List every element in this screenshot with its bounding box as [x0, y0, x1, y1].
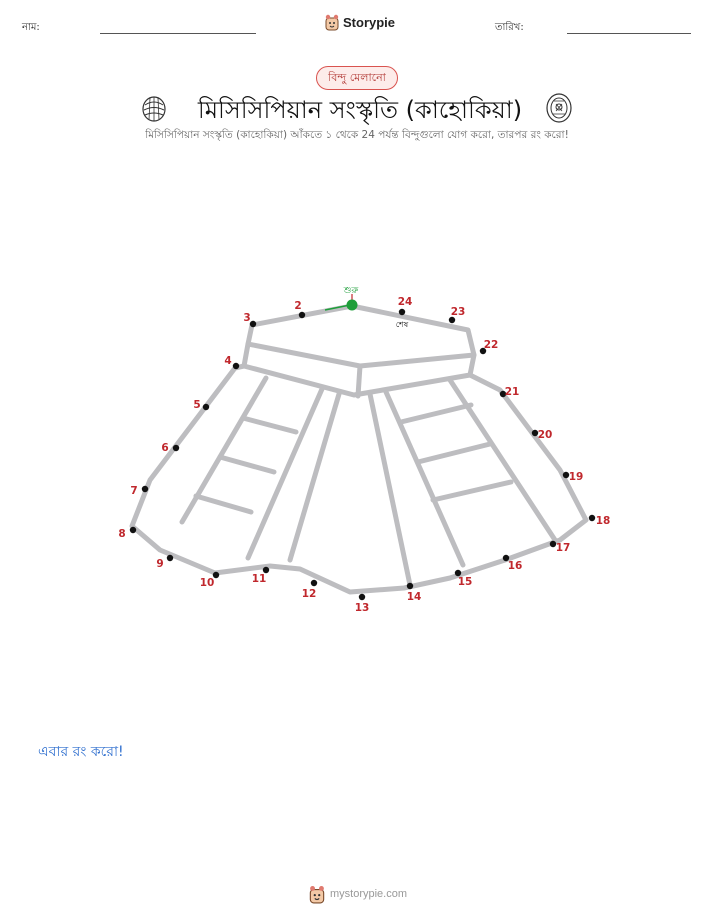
- dot-2: [299, 312, 305, 318]
- dot-number-19: 19: [568, 471, 584, 483]
- dot-7: [142, 486, 148, 492]
- pyramid-outline: [132, 306, 586, 592]
- page-title: মিসিসিপিয়ান সংস্কৃতি (কাহোকিয়া): [197, 96, 523, 124]
- storypie-mascot-icon: [308, 884, 326, 904]
- dot-number-5: 5: [193, 399, 201, 411]
- dot-8: [130, 527, 136, 533]
- dot-12: [311, 580, 317, 586]
- dot-14: [407, 583, 413, 589]
- dot-3: [250, 321, 256, 327]
- dot-number-12: 12: [301, 588, 317, 600]
- start-label: শুরু: [343, 286, 359, 296]
- dot-number-13: 13: [354, 602, 370, 614]
- start-marker: [325, 286, 359, 311]
- dot-number-6: 6: [161, 442, 169, 454]
- dot-4: [233, 363, 239, 369]
- dot-number-11: 11: [251, 573, 267, 585]
- end-label: শেষ: [395, 320, 409, 329]
- dot-number-23: 23: [450, 306, 466, 318]
- brand-name: Storypie: [343, 14, 396, 30]
- dot-13: [359, 594, 365, 600]
- dot-number-21: 21: [504, 386, 520, 398]
- dot-number-16: 16: [507, 560, 523, 572]
- dot-number-7: 7: [130, 485, 138, 497]
- dot-number-8: 8: [118, 528, 126, 540]
- dot-6: [173, 445, 179, 451]
- instructions: মিসিসিপিয়ান সংস্কৃতি (কাহোকিয়া) আঁকতে ১ থেকে 24 পর্যন্ত বিন্দুগুলো যোগ করো, তারপর রং করো!: [145, 129, 569, 141]
- dot-number-14: 14: [406, 591, 422, 603]
- dot-9: [167, 555, 173, 561]
- dot-number-18: 18: [595, 515, 611, 527]
- start-dot: [347, 300, 358, 311]
- dot-number-4: 4: [224, 355, 232, 367]
- name-label: নাম:: [22, 22, 40, 33]
- footer-url: mystorypie.com: [330, 888, 408, 900]
- dot-5: [203, 404, 209, 410]
- dot-18: [589, 515, 595, 521]
- footer: [308, 884, 407, 904]
- dot-number-9: 9: [156, 558, 164, 570]
- dot-number-2: 2: [294, 300, 302, 312]
- dot-number-15: 15: [457, 576, 473, 588]
- dot-number-17: 17: [555, 542, 571, 554]
- color-prompt: এবার রং করো!: [38, 744, 124, 760]
- dot-number-10: 10: [199, 577, 215, 589]
- dot-number-22: 22: [483, 339, 499, 351]
- numbered-dots: [118, 296, 610, 614]
- dot-number-24: 24: [397, 296, 413, 308]
- dot-number-20: 20: [537, 429, 553, 441]
- activity-badge: বিন্দু মেলানো: [316, 66, 398, 90]
- dot-24: [399, 309, 405, 315]
- dot-number-3: 3: [243, 312, 251, 324]
- date-label: তারিখ:: [495, 22, 524, 33]
